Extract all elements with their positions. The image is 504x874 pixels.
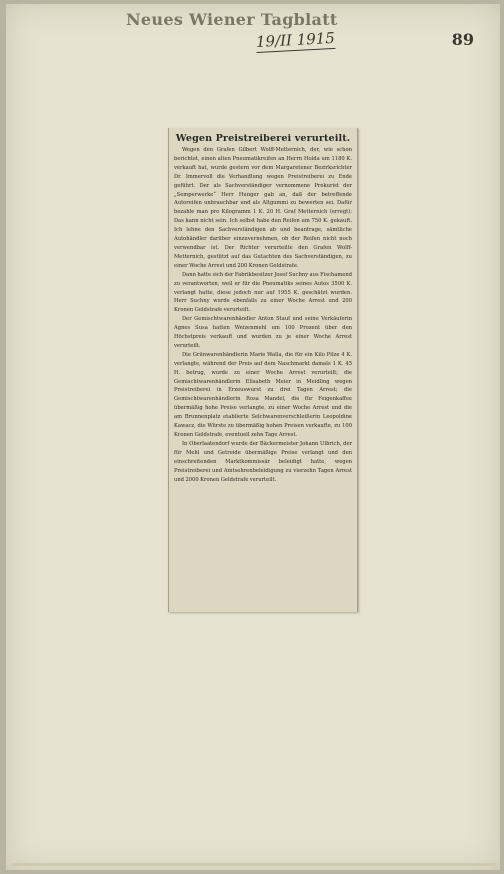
article-paragraph: In Oberlaatendorf wurde der Bäckermeister Johann Ulbrich, der für Mehl und Getreide übermäßige Preise verlangt und den einschreitenden Marktkommissär beleidigt hatte, wegen Preistreiberei und Amtsehrenbeleidigung zu vierzehn Tagen Arrest und 2000 Kronen Geldstrafe verurteilt. bbox=[174, 440, 352, 483]
newspaper-clipping bbox=[168, 128, 358, 612]
handwritten-date: 19/II 1915 bbox=[255, 28, 336, 52]
page-number: 89 bbox=[451, 30, 474, 49]
article-paragraph: Wegen den Grafen Gilbert Wolff-Metternich, der, wie schon berichtet, einen alten Pneumatikreifen an Herrn Holda um 1180 K. verkauft hat, wurde gestern vor dem Margaretener Bezirksrichter Dr. Immervoll die Verhandlung wegen Preistreiberei zu Ende geführt. Der als Sachverständiger vernommene Prokurist der „Semperwerke“ Herr Hunger gab an, daß der betreffende Autoreifen unbrauchbar und als Altgummi zu bewerten sei. Dafür bezahle man pro Kilogramm 1 K. 20 H. Graf Metternich (erregt): Das kann nicht sein. Ich selbst habe den Reifen um 750 K. gekauft. Ich lehne den Sachverständigen ab und beantrage, sämtliche Autohändler darüber einzuvernehmen, ob der Reifen nicht noch verwendbar ist. Der Richter verurteilte den Grafen Wolff-Metternich, gestützt auf das Gutachten des Sachverständigen, zu einer Woche Arrest und 200 Kronen Geldstrafe. bbox=[174, 147, 352, 269]
archive-sheet bbox=[6, 4, 500, 870]
article-paragraph: Der Gemischtwarenhändler Anton Stauf und seine Verkäuferin Agnes Susa hatten Weizenmehl um 100 Prozent über den Höchstpreis verkauft und wurden zu je einer Woche Arrest verurteilt. bbox=[174, 316, 352, 349]
article-paragraph: Dann hatte sich der Fabrikbesitzer Josef Suchny aus Fischamend zu verantworten, weil er für die Pneumatiks seines Autos 3500 K. verlangt hatte, diese jedoch nur auf 1955 K. geschätzt wurden. Herr Suchny wurde ebenfalls zu einer Woche Arrest und 200 Kronen Geldstrafe verurteilt. bbox=[174, 271, 352, 314]
newspaper-masthead: Neues Wiener Tagblatt bbox=[126, 10, 338, 29]
sheet-bottom-edge bbox=[12, 863, 496, 866]
article-paragraph: Die Grünwarenhändlerin Marie Walla, die für ein Kilo Pilze 4 K. verlangte, während der Preis auf dem Naschmarkt damals 1 K. 45 H. betrug, wurde zu einer Woche Arrest verurteilt; die Gemischtwarenhändlerin Elisabeth Meier in Meidling wegen Preistreiberei in Erzeuswurst zu drei Tagen Arrest; die Gemischtwarenhändlerin Rosa Mandel, die für Feigenkaffee übermäßig hohe Preise verlangte, zu einer Woche Arrest und die am Brunnenplatz etablierte Selchwarenverschleißerin Leopoldine Kawacz, die Würste zu übermäßig hohen Preisen verkaufte, zu 100 Kronen Geldstrafe, eventuell zehn Tage Arrest. bbox=[174, 351, 352, 438]
article-headline: Wegen Preistreiberei verurteilt. bbox=[175, 133, 351, 144]
